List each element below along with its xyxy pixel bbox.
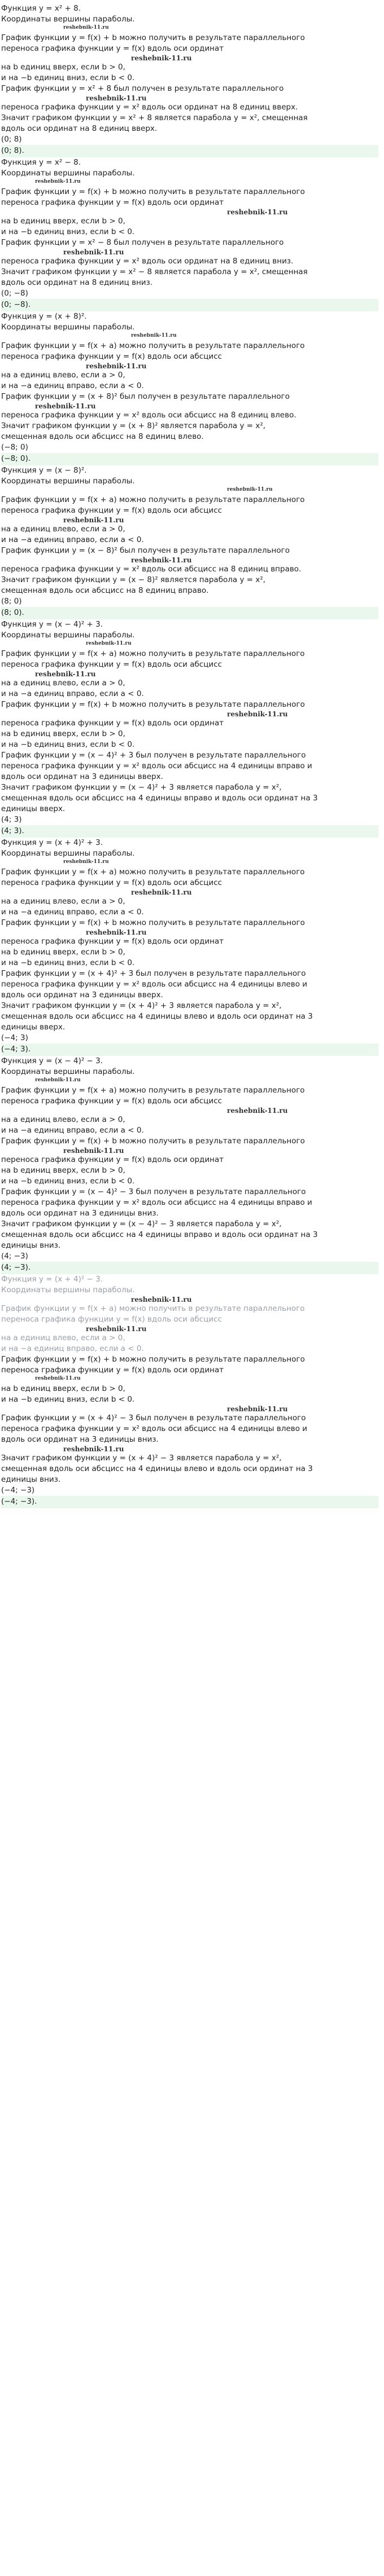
vertex-coordinates: (−8; 0) [1, 443, 28, 452]
solution-line: на a единиц влево, если a > 0, [1, 371, 125, 380]
vertex-coordinates: (−4; −3) [1, 1486, 35, 1495]
solution-line: и на −a единиц вправо, если a < 0. [1, 381, 144, 390]
faded-solution-line: Функция y = (x + 4)² − 3. [1, 1275, 103, 1284]
solution-line: на a единиц влево, если a > 0, [1, 897, 125, 906]
solution-line: на b единиц вверх, если b > 0, [1, 948, 125, 957]
watermark-text: reshebnik-11.ru [227, 710, 288, 718]
watermark-text: reshebnik-11.ru [63, 248, 124, 256]
answer-highlight: (4; 3). [1, 825, 378, 838]
solution-line: График функции y = (x + 8)² был получен в результате параллельного [1, 392, 290, 401]
solution-line: на b единиц вверх, если b > 0, [1, 1384, 125, 1393]
watermark-row [1, 487, 378, 495]
vertex-coordinates: (0; 8) [1, 135, 22, 144]
solution-line: смещенная вдоль оси абсцисс на 8 единиц вправо. [1, 586, 209, 595]
watermark-row [1, 54, 378, 62]
exercise-section [1, 619, 378, 838]
solution-line: График функции y = (x − 4)² − 3 был получен в результате параллельного [1, 1187, 306, 1196]
solution-line: вдоль оси ординат на 3 единицы вверх. [1, 990, 163, 999]
watermark-row [1, 859, 378, 867]
solution-line: переноса графика функции y = f(x) вдоль оси абсцисс [1, 1097, 222, 1106]
solution-line: на b единиц вверх, если b > 0, [1, 729, 125, 738]
solution-line: смещенная вдоль оси абсцисс на 4 единицы вправо и вдоль оси ординат на 3 [1, 794, 318, 803]
solution-line: График функции y = f(x) + b можно получить в результате параллельного [1, 33, 305, 42]
exercise-section [1, 311, 378, 465]
watermark-text: reshebnik-11.ru [86, 94, 147, 102]
watermark-text: reshebnik-11.ru [227, 1107, 288, 1115]
solution-line: Координаты вершины параболы. [1, 323, 135, 332]
watermark-row [1, 670, 378, 678]
solution-line: Значит графиком функции y = (x + 4)² + 3 является парабола y = x², [1, 1001, 282, 1010]
solution-line: Значит графиком функции y = (x + 4)² − 3 является парабола y = x², [1, 1454, 282, 1463]
solution-line: График функции y = (x − 8)² был получен в результате параллельного [1, 546, 290, 555]
solution-line: переноса графика функции y = x² вдоль оси абсцисс на 4 единицы влево и [1, 1424, 308, 1433]
watermark-text: reshebnik-11.ru [227, 1405, 288, 1413]
solution-line: и на −a единиц вправо, если a < 0. [1, 1126, 144, 1135]
solution-line: переноса графика функции y = x² вдоль оси ординат на 8 единиц вниз. [1, 257, 294, 266]
solution-line: переноса графика функции y = f(x) вдоль оси ординат [1, 198, 224, 207]
watermark-text: reshebnik-11.ru [131, 556, 192, 564]
solution-line: Значит графиком функции y = (x − 8)² является парабола y = x², [1, 575, 266, 584]
solution-line: График функции y = x² + 8 был получен в результате параллельного [1, 84, 284, 93]
exercise-section [1, 465, 378, 619]
watermark-text: reshebnik-11.ru [227, 208, 288, 216]
solution-line: Функция y = (x − 4)² + 3. [1, 620, 103, 629]
solution-line: переноса графика функции y = x² вдоль оси абсцисс на 8 единиц вправо. [1, 565, 302, 574]
faded-solution-line: График функции y = f(x + a) можно получить в результате параллельного [1, 1304, 305, 1313]
exercise-section [1, 3, 378, 157]
watermark-text: reshebnik-11.ru [35, 179, 81, 184]
solution-line: переноса графика функции y = x² вдоль оси абсцисс на 4 единицы влево и [1, 980, 308, 989]
solution-line: вдоль оси ординат на 3 единицы вверх. [1, 772, 163, 781]
solution-line: Функция y = x² + 8. [1, 4, 81, 13]
watermark-row [1, 25, 378, 33]
solution-line: Значит графиком функции y = (x − 4)² + 3 является парабола y = x², [1, 783, 282, 792]
watermark-row [1, 1325, 378, 1333]
solution-line: на b единиц вверх, если b > 0, [1, 63, 125, 72]
solution-line: вдоль оси ординат на 8 единиц вниз. [1, 278, 153, 287]
watermark-row [1, 1296, 378, 1304]
watermark-row [1, 208, 378, 216]
answer-highlight: (0; −8). [1, 299, 378, 311]
watermark-text: reshebnik-11.ru [63, 1445, 124, 1453]
watermark-text: reshebnik-11.ru [63, 859, 109, 865]
solution-line: Координаты вершины параболы. [1, 169, 135, 178]
watermark-row [1, 556, 378, 564]
watermark-row [1, 94, 378, 102]
solution-line: Значит графиком функции y = (x + 8)² является парабола y = x², [1, 421, 266, 430]
solution-line: на b единиц вверх, если b > 0, [1, 1166, 125, 1175]
solution-line: смещенная вдоль оси абсцисс на 8 единиц влево. [1, 432, 204, 441]
solution-line: График функции y = f(x + a) можно получить в результате параллельного [1, 868, 305, 877]
solution-line: График функции y = f(x + a) можно получить в результате параллельного [1, 649, 305, 658]
watermark-row [1, 1147, 378, 1155]
watermark-text: reshebnik-11.ru [86, 1325, 147, 1333]
solution-line: Значит графиком функции y = x² + 8 является парабола y = x², смещенная [1, 113, 308, 122]
watermark-row [1, 179, 378, 187]
watermark-text: reshebnik-11.ru [63, 1147, 124, 1155]
solution-line: переноса графика функции y = f(x) вдоль оси ординат [1, 937, 224, 946]
solution-line: на b единиц вверх, если b > 0, [1, 217, 125, 226]
solution-line: Функция y = (x + 4)² + 3. [1, 838, 103, 847]
watermark-text: reshebnik-11.ru [131, 888, 192, 896]
watermark-row [1, 928, 378, 936]
solution-line: График функции y = f(x) + b можно получить в результате параллельного [1, 918, 305, 927]
solution-line: смещенная вдоль оси абсцисс на 4 единицы влево и вдоль оси ординат на 3 [1, 1464, 313, 1473]
solution-line: вдоль оси ординат на 3 единицы вниз. [1, 1435, 159, 1444]
exercise-section [1, 1274, 378, 1508]
solution-line: и на −b единиц вниз, если b < 0. [1, 958, 135, 967]
watermark-text: reshebnik-11.ru [86, 641, 132, 646]
solution-line: Координаты вершины параболы. [1, 631, 135, 640]
solution-line: График функции y = f(x) + b можно получить в результате параллельного [1, 1355, 305, 1364]
solution-line: переноса графика функции y = f(x) вдоль оси ординат [1, 1155, 224, 1164]
solution-line: Координаты вершины параболы. [1, 477, 135, 486]
solution-line: единицы вверх. [1, 1023, 66, 1032]
watermark-text: reshebnik-11.ru [227, 487, 273, 492]
watermark-row [1, 1376, 378, 1384]
solution-line: смещенная вдоль оси абсцисс на 4 единицы влево и вдоль оси ординат на 3 [1, 1012, 313, 1021]
watermark-row [1, 1107, 378, 1115]
watermark-row [1, 248, 378, 256]
watermark-text: reshebnik-11.ru [131, 1296, 192, 1304]
solution-line: переноса графика функции y = f(x) вдоль оси ординат [1, 1366, 224, 1375]
watermark-row [1, 710, 378, 718]
answer-highlight: (−4; −3). [1, 1496, 378, 1508]
solution-line: График функции y = (x − 4)² + 3 был получен в результате параллельного [1, 751, 306, 760]
answer-highlight: (8; 0). [1, 607, 378, 619]
solution-line: График функции y = f(x) + b можно получить в результате параллельного [1, 700, 305, 709]
solution-line: График функции y = x² − 8 был получен в результате параллельного [1, 238, 284, 247]
solution-line: переноса графика функции y = x² вдоль оси ординат на 8 единиц вверх. [1, 103, 298, 112]
watermark-row [1, 1405, 378, 1413]
faded-solution-line: на a единиц влево, если a > 0, [1, 1333, 125, 1342]
solution-line: График функции y = (x + 4)² − 3 был получен в результате параллельного [1, 1414, 306, 1423]
solution-line: Функция y = x² − 8. [1, 158, 81, 167]
solution-line: и на −b единиц вниз, если b < 0. [1, 1177, 135, 1186]
solution-line: смещенная вдоль оси абсцисс на 4 единицы вправо и вдоль оси ординат на 3 [1, 1230, 318, 1239]
solution-line: на a единиц влево, если a > 0, [1, 525, 125, 534]
solution-line: и на −a единиц вправо, если a < 0. [1, 689, 144, 698]
solution-line: переноса графика функции y = f(x) вдоль оси абсцисс [1, 660, 222, 669]
watermark-text: reshebnik-11.ru [35, 1077, 81, 1083]
solution-line: Координаты вершины параболы. [1, 849, 135, 858]
watermark-text: reshebnik-11.ru [63, 25, 109, 30]
solution-line: на a единиц влево, если a > 0, [1, 1115, 125, 1124]
watermark-text: reshebnik-11.ru [86, 362, 147, 370]
vertex-coordinates: (−4; 3) [1, 1033, 28, 1042]
solution-line: Значит графиком функции y = (x − 4)² − 3 является парабола y = x², [1, 1219, 282, 1228]
solution-line: График функции y = f(x) + b можно получить в результате параллельного [1, 187, 305, 196]
solution-line: переноса графика функции y = f(x) вдоль оси ординат [1, 719, 224, 728]
answer-highlight: (−4; 3). [1, 1043, 378, 1056]
solution-line: переноса графика функции y = f(x) вдоль оси абсцисс [1, 878, 222, 887]
vertex-coordinates: (4; −3) [1, 1252, 28, 1261]
watermark-text: reshebnik-11.ru [35, 670, 96, 678]
answer-highlight: (0; 8). [1, 145, 378, 157]
solution-line: переноса графика функции y = f(x) вдоль оси абсцисс [1, 352, 222, 361]
exercise-section [1, 1056, 378, 1274]
solution-line: Координаты вершины параболы. [1, 1067, 135, 1076]
watermark-row [1, 516, 378, 524]
vertex-coordinates: (4; 3) [1, 815, 22, 824]
watermark-row [1, 333, 378, 341]
solution-line: и на −a единиц вправо, если a < 0. [1, 535, 144, 544]
solution-line: и на −b единиц вниз, если b < 0. [1, 1395, 135, 1404]
vertex-coordinates: (8; 0) [1, 597, 22, 606]
solution-line: Функция y = (x + 8)². [1, 312, 87, 321]
solution-line: и на −b единиц вниз, если b < 0. [1, 740, 135, 749]
solution-line: Координаты вершины параболы. [1, 15, 135, 24]
solution-line: График функции y = f(x + a) можно получить в результате параллельного [1, 495, 305, 504]
watermark-row [1, 362, 378, 370]
watermark-text: reshebnik-11.ru [35, 1376, 81, 1381]
solution-line: и на −a единиц вправо, если a < 0. [1, 908, 144, 917]
watermark-text: reshebnik-11.ru [35, 402, 96, 410]
faded-solution-line: и на −a единиц вправо, если a < 0. [1, 1344, 144, 1353]
solution-line: и на −b единиц вниз, если b < 0. [1, 227, 135, 236]
watermark-row [1, 641, 378, 649]
solution-line: График функции y = f(x) + b можно получить в результате параллельного [1, 1137, 305, 1146]
watermark-text: reshebnik-11.ru [86, 928, 147, 936]
solution-line: и на −b единиц вниз, если b < 0. [1, 73, 135, 82]
solution-line: График функции y = (x + 4)² + 3 был получен в результате параллельного [1, 969, 306, 978]
answer-highlight: (−8; 0). [1, 453, 378, 465]
exercise-section [1, 157, 378, 311]
watermark-text: reshebnik-11.ru [131, 54, 192, 62]
solution-line: Функция y = (x − 4)² − 3. [1, 1056, 103, 1065]
watermark-text: reshebnik-11.ru [131, 333, 177, 338]
solution-line: переноса графика функции y = x² вдоль оси абсцисс на 4 единицы вправо и [1, 1198, 312, 1207]
watermark-row [1, 1445, 378, 1453]
solution-line: переноса графика функции y = f(x) вдоль оси ординат [1, 44, 224, 53]
solution-line: вдоль оси ординат на 8 единиц вверх. [1, 124, 158, 133]
solution-line: График функции y = f(x + a) можно получить в результате параллельного [1, 1086, 305, 1095]
solution-line: Значит графиком функции y = x² − 8 является парабола y = x², смещенная [1, 267, 308, 276]
watermark-row [1, 402, 378, 410]
vertex-coordinates: (0; −8) [1, 289, 28, 298]
solution-line: единицы вниз. [1, 1475, 61, 1484]
solution-line: переноса графика функции y = f(x) вдоль оси абсцисс [1, 506, 222, 515]
solution-line: переноса графика функции y = x² вдоль оси абсцисс на 4 единицы вправо и [1, 761, 312, 770]
solution-line: на a единиц влево, если a > 0, [1, 679, 125, 688]
exercise-section [1, 838, 378, 1056]
watermark-row [1, 1077, 378, 1085]
solution-line: Функция y = (x − 8)². [1, 466, 87, 475]
solution-line: переноса графика функции y = x² вдоль оси абсцисс на 8 единиц влево. [1, 411, 296, 420]
watermark-row [1, 888, 378, 896]
solution-line: единицы вверх. [1, 804, 66, 813]
answer-highlight: (4; −3). [1, 1262, 378, 1274]
watermark-text: reshebnik-11.ru [63, 516, 124, 524]
faded-solution-line: Координаты вершины параболы. [1, 1285, 135, 1294]
solution-line: вдоль оси ординат на 3 единицы вниз. [1, 1209, 159, 1218]
solution-line: единицы вниз. [1, 1241, 61, 1250]
solution-line: График функции y = f(x + a) можно получить в результате параллельного [1, 341, 305, 350]
faded-solution-line: переноса графика функции y = f(x) вдоль оси абсцисс [1, 1315, 222, 1324]
